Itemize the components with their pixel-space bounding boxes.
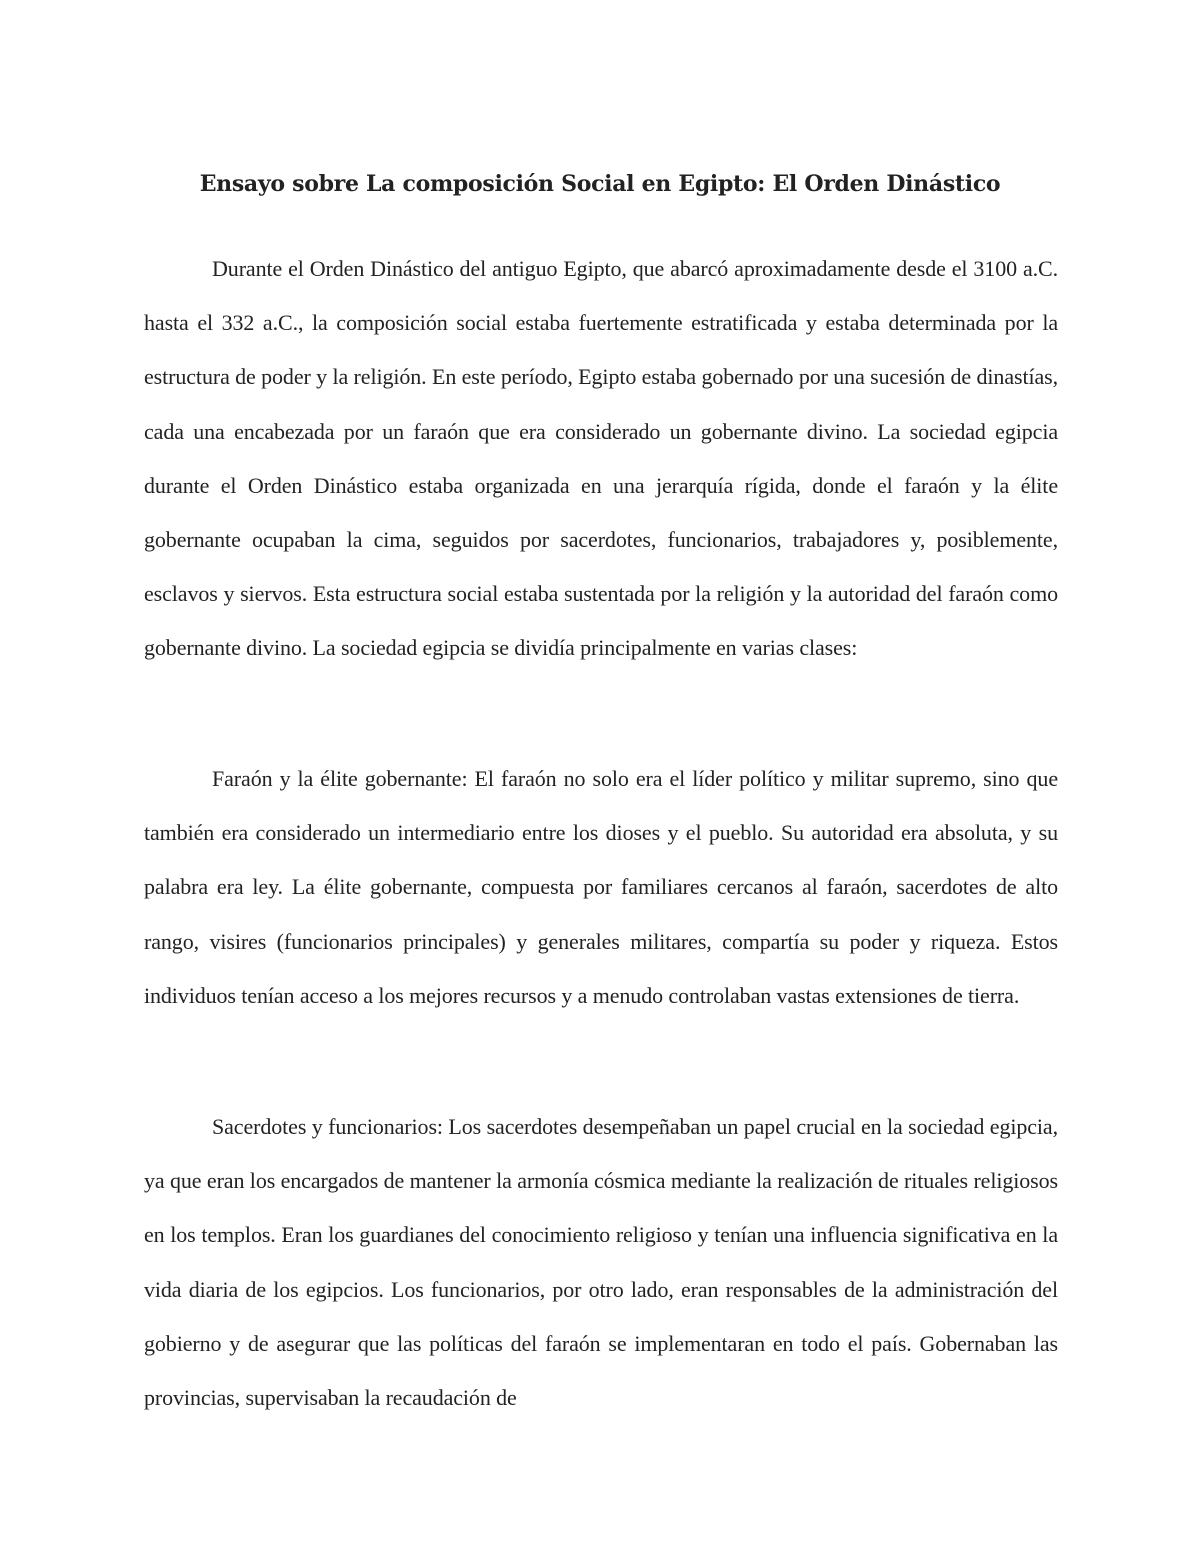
document-title: Ensayo sobre La composición Social en Egipto: El Orden Dinástico [199,171,1001,197]
paragraph-pharaoh-elite: Faraón y la élite gobernante: El faraón no solo era el líder político y militar supremo, sino que también era considerado un intermediario entre los dioses y el pueblo. Su autoridad era absoluta, y su palabra era ley. La élite gobernante, compuesta por familiares cercanos al faraón, sacerdotes de alto rango, visires (funcionarios principales) y generales militares, compartía su poder y riqueza. Estos individuos tenían acceso a los mejores recursos y a menudo controlaban vastas extensiones de tierra. [144,766,1058,1008]
paragraph-introduction: Durante el Orden Dinástico del antiguo Egipto, que abarcó aproximadamente desde el 3100 a.C. hasta el 332 a.C., la composición social estaba fuertemente estratificada y estaba determinada por la estructura de poder y la religión. En este período, Egipto estaba gobernado por una sucesión de dinastías, cada una encabezada por un faraón que era considerado un gobernante divino. La sociedad egipcia durante el Orden Dinástico estaba organizada en una jerarquía rígida, donde el faraón y la élite gobernante ocupaban la cima, seguidos por sacerdotes, funcionarios, trabajadores y, posiblemente, esclavos y siervos. Esta estructura social estaba sustentada por la religión y la autoridad del faraón como gobernante divino. La sociedad egipcia se dividía principalmente en varias clases: [144,256,1058,661]
paragraph-priests-officials: Sacerdotes y funcionarios: Los sacerdotes desempeñaban un papel crucial en la sociedad egipcia, ya que eran los encargados de mantener la armonía cósmica mediante la realización de rituales religiosos en los templos. Eran los guardianes del conocimiento religioso y tenían una influencia significativa en la vida diaria de los egipcios. Los funcionarios, por otro lado, eran responsables de la administración del gobierno y de asegurar que las políticas del faraón se implementaran en todo el país. Gobernaban las provincias, supervisaban la recaudación de [144,1114,1058,1411]
